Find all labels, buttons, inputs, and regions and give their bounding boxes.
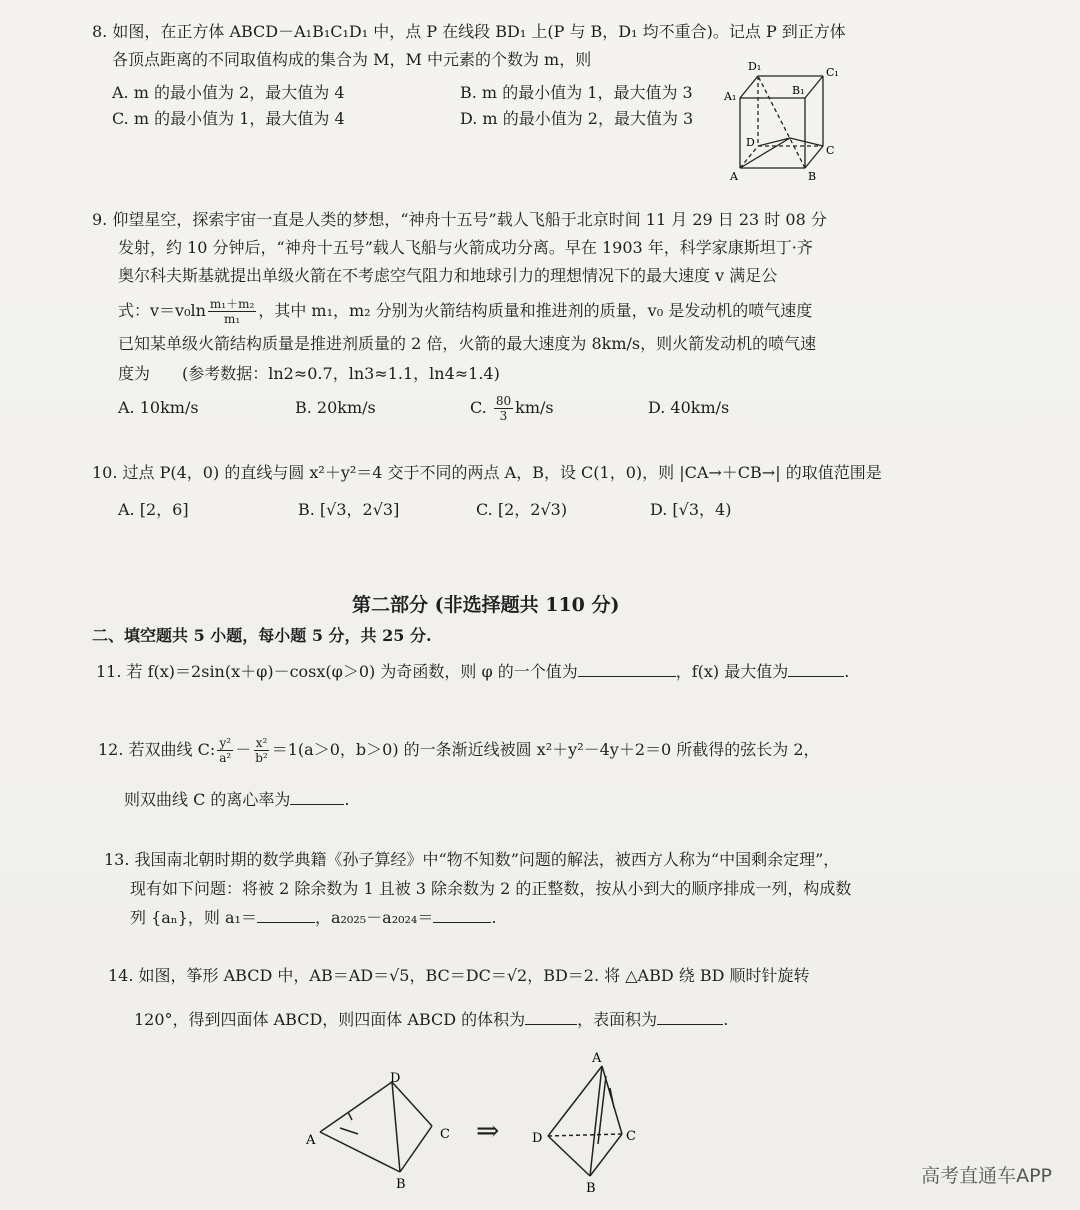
app-watermark: 高考直通车APP (921, 1165, 1052, 1187)
tetrahedron-figure (526, 1048, 656, 1194)
fraction-numerator: m₁＋m₂ (209, 297, 255, 311)
q11-end: . (844, 662, 850, 681)
q14-text-mid: ，表面积为 (577, 1010, 658, 1029)
q10-line1: 10. 过点 P(4，0) 的直线与圆 x²＋y²＝4 交于不同的两点 A，B，设 C(1，0)，则 |CA→＋CB→| 的取值范围是 (92, 463, 882, 482)
option-c-numerator: 80 (495, 394, 512, 408)
q12-frac-2 (253, 736, 270, 765)
option-c-fraction (494, 394, 513, 423)
q14-line2 (134, 1010, 728, 1030)
q11-line (96, 662, 849, 682)
tetra-label-C: C (626, 1129, 636, 1144)
q8-option-c: C. m 的最小值为 1，最大值为 4 (112, 109, 345, 128)
kite-label-D: D (390, 1071, 401, 1086)
option-c-denominator: 3 (499, 409, 508, 423)
label-A: A (730, 170, 738, 183)
q12-frac-2-num: x² (255, 736, 268, 750)
option-c-letter: C. (470, 398, 487, 417)
option-c-unit: km/s (515, 398, 554, 417)
q9-option-c (470, 390, 554, 426)
q13-blank-1 (257, 908, 315, 923)
kite-label-A: A (306, 1133, 316, 1148)
label-C1: C₁ (826, 66, 839, 79)
label-B1: B₁ (792, 84, 805, 97)
q10-option-c: C. [2，2√3) (476, 500, 568, 519)
fraction-denominator: m₁ (224, 312, 241, 326)
tetra-label-D: D (532, 1131, 543, 1146)
q14-text: 120°，得到四面体 ABCD，则四面体 ABCD 的体积为 (134, 1010, 526, 1029)
q13-line2: 现有如下问题：将被 2 除余数为 1 且被 3 除余数为 2 的正整数，按从小到大的顺序排成一列，构成数 (130, 879, 852, 898)
q9-line3: 奥尔科夫斯基就提出单级火箭在不考虑空气阻力和地球引力的理想情况下的最大速度 v 满足公 (118, 266, 778, 285)
q13-text-mid: ，a₂₀₂₅－a₂₀₂₄＝ (314, 908, 434, 927)
q9-line2: 发射，约 10 分钟后，“神舟十五号”载人飞船与火箭成功分离。早在 1903 年，科学家康斯坦丁·齐 (118, 238, 813, 257)
label-D: D (746, 136, 755, 149)
q9-option-d: D. 40km/s (648, 398, 730, 417)
q12-frac-2-den: b² (255, 751, 268, 765)
q13-blank-2 (433, 908, 491, 923)
formula-suffix: ，其中 m₁，m₂ 分别为火箭结构质量和推进剂的质量，v₀ 是发动机的喷气速度 (258, 301, 813, 320)
label-C: C (826, 144, 835, 157)
q11-text: 11. 若 f(x)＝2sin(x＋φ)－cosx(φ＞0) 为奇函数，则 φ 的一个值为 (96, 662, 578, 681)
q11-blank-1 (578, 662, 676, 677)
q10-option-a: A. [2，6] (118, 500, 189, 519)
q12-frac-1 (217, 736, 233, 765)
q9-line5: 已知某单级火箭结构质量是推进剂质量的 2 倍，火箭的最大速度为 8km/s，则火箭发动机的喷气速 (118, 334, 817, 353)
kite-label-B: B (396, 1177, 406, 1190)
q9-line6: 度为 (参考数据：ln2≈0.7，ln3≈1.1，ln4≈1.4) (118, 364, 500, 383)
q9-line1: 9. 仰望星空，探索宇宙一直是人类的梦想，“神舟十五号”载人飞船于北京时间 11 月 29 日 23 时 08 分 (92, 210, 827, 229)
q12-blank (290, 790, 344, 805)
kite-label-C: C (440, 1127, 450, 1142)
part2-section-heading: 二、填空题共 5 小题，每小题 5 分，共 25 分. (92, 626, 432, 645)
formula-prefix: 式：v＝v₀ln (118, 301, 206, 320)
kite-figure (300, 1060, 470, 1190)
q12-frac-1-den: a² (219, 751, 232, 765)
q9-line4 (118, 293, 812, 329)
q8-option-a: A. m 的最小值为 2，最大值为 4 (112, 83, 345, 102)
q8-option-b: B. m 的最小值为 1，最大值为 3 (460, 83, 693, 102)
q10-option-b: B. [√3，2√3] (298, 500, 400, 519)
q12-line1 (98, 730, 820, 770)
part2-title: 第二部分 (非选择题共 110 分) (352, 594, 620, 616)
q12-line2-text: 则双曲线 C 的离心率为 (124, 790, 291, 809)
q8-line2: 各顶点距离的不同取值构成的集合为 M，M 中元素的个数为 m，则 (112, 50, 592, 69)
q14-line1: 14. 如图，筝形 ABCD 中，AB＝AD＝√5，BC＝DC＝√2，BD＝2. 将 △ABD 绕 BD 顺时针旋转 (108, 966, 810, 985)
q12-text: 12. 若双曲线 C: (98, 740, 216, 759)
q12-minus: － (235, 740, 252, 759)
label-D1: D₁ (748, 60, 762, 73)
q9-option-b: B. 20km/s (295, 398, 376, 417)
q13-line1: 13. 我国南北朝时期的数学典籍《孙子算经》中“物不知数”问题的解法，被西方人称为“中国剩余定理”， (104, 850, 840, 869)
q14-blank-1 (525, 1010, 577, 1025)
tetra-label-B: B (586, 1181, 596, 1194)
q13-text: 列 {aₙ}，则 a₁＝ (130, 908, 257, 927)
q13-line3 (130, 908, 496, 928)
label-B: B (808, 170, 817, 183)
q8-line1: 8. 如图，在正方体 ABCD－A₁B₁C₁D₁ 中，点 P 在线段 BD₁ 上(P 与 B，D₁ 均不重合)。记点 P 到正方体 (92, 22, 846, 41)
q14-end: . (723, 1010, 729, 1029)
q11-text-mid: ，f(x) 最大值为 (675, 662, 789, 681)
q9-option-a: A. 10km/s (118, 398, 199, 417)
tetra-label-A: A (592, 1051, 602, 1066)
cube-figure (720, 56, 850, 186)
q13-end: . (491, 908, 497, 927)
transform-arrow: ⇒ (476, 1114, 500, 1147)
rocket-fraction (208, 297, 256, 326)
q14-blank-2 (657, 1010, 723, 1025)
q10-option-d: D. [√3，4) (650, 500, 732, 519)
q12-text-post: ＝1(a＞0，b＞0) 的一条渐近线被圆 x²＋y²－4y＋2＝0 所截得的弦长为 2， (271, 740, 820, 759)
label-A1: A₁ (724, 90, 737, 103)
q11-blank-2 (788, 662, 844, 677)
q8-option-d: D. m 的最小值为 2，最大值为 3 (460, 109, 694, 128)
q12-end: . (344, 790, 350, 809)
q12-line2 (124, 790, 350, 810)
q12-frac-1-num: y² (219, 736, 232, 750)
